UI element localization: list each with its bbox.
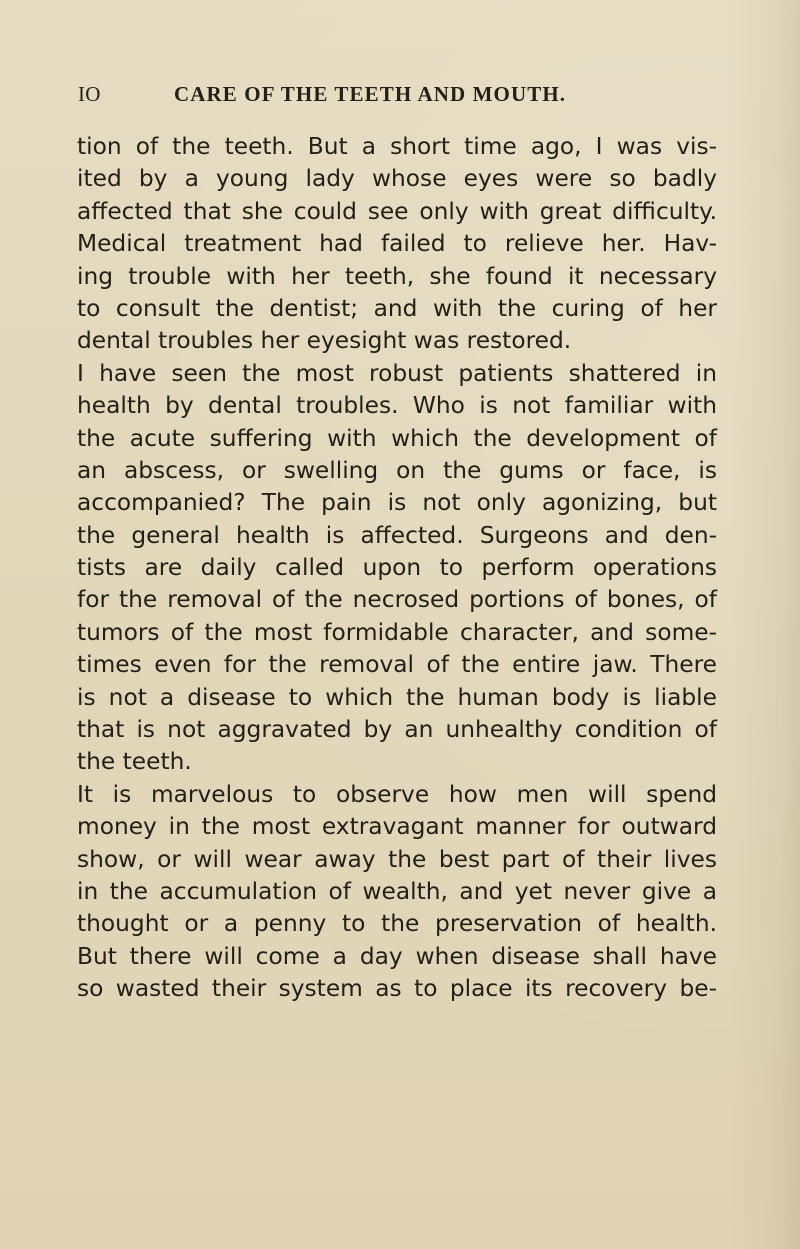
text-line: tumors of the most formidable character, and some-: [77, 618, 717, 646]
text-line: to consult the dentist; and with the curing of her: [77, 294, 717, 322]
text-line: for the removal of the necrosed portions of bones, of: [77, 586, 717, 614]
page-number: IO: [78, 82, 101, 106]
text-line: the general health is affected. Surgeons and den-: [77, 521, 717, 549]
text-line: show, or will wear away the best part of their lives: [77, 845, 717, 873]
text-line: accompanied? The pain is not only agonizing, but: [77, 489, 717, 517]
text-line: thought or a penny to the preservation of health.: [77, 910, 717, 938]
running-title: CARE OF THE TEETH AND MOUTH.: [174, 82, 567, 106]
text-line: But there will come a day when disease shall have: [77, 942, 717, 970]
text-line: so wasted their system as to place its recovery be-: [77, 975, 717, 1003]
text-line: ited by a young lady whose eyes were so badly: [77, 165, 717, 193]
text-line: I have seen the most robust patients shattered in: [77, 359, 717, 387]
body-text: [77, 131, 717, 1006]
text-line: in the accumulation of wealth, and yet never give a: [77, 877, 717, 905]
text-line: Medical treatment had failed to relieve her. Hav-: [77, 230, 717, 258]
text-line: It is marvelous to observe how men will spend: [77, 780, 717, 808]
text-line: that is not aggravated by an unhealthy condition of: [77, 716, 717, 744]
text-line: times even for the removal of the entire jaw. There: [77, 651, 717, 679]
text-line: ing trouble with her teeth, she found it necessary: [77, 262, 717, 290]
text-line: the acute suffering with which the development of: [77, 424, 717, 452]
text-line: money in the most extravagant manner for outward: [77, 813, 717, 841]
text-line: tists are daily called upon to perform operations: [77, 554, 717, 582]
text-line: health by dental troubles. Who is not familiar with: [77, 392, 717, 420]
text-line: the teeth.: [77, 748, 192, 776]
text-line: dental troubles her eyesight was restored.: [77, 327, 572, 355]
text-line: affected that she could see only with great difficulty.: [77, 197, 717, 225]
page-edge-shadow: [730, 0, 800, 1249]
running-header: [78, 82, 678, 112]
text-line: an abscess, or swelling on the gums or face, is: [77, 456, 717, 484]
text-line: is not a disease to which the human body is liable: [77, 683, 717, 711]
text-line: tion of the teeth. But a short time ago, I was vis-: [77, 133, 717, 160]
